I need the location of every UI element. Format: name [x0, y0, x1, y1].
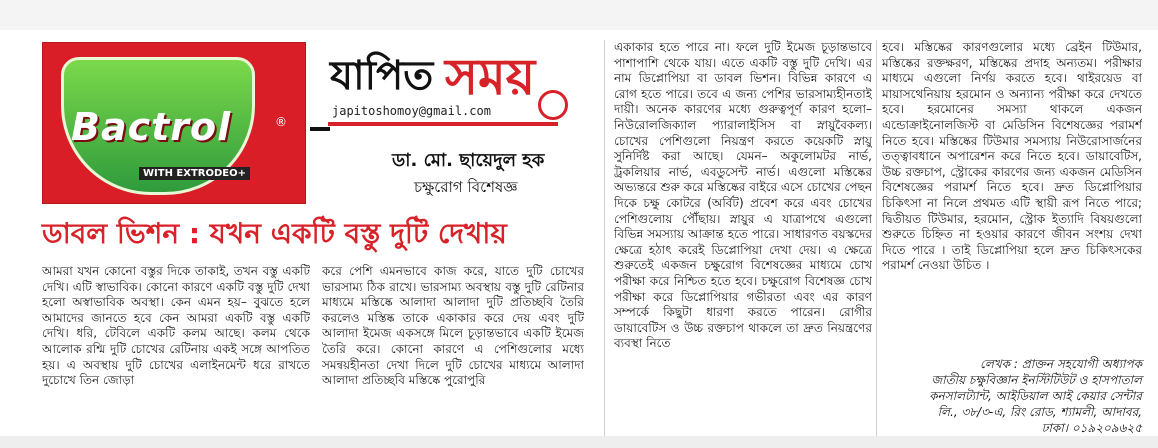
masthead-rule: [328, 122, 558, 126]
author-role: চক্ষুরোগ বিশেষজ্ঞ: [414, 178, 518, 196]
article-column-3: একাকার হতে পারে না। ফলে দুটি ইমেজ চূড়ান্তভাবে পাশাপাশি থেকে যায়। এতে একটি বস্তু দুটি দেখি। এর নাম ডিপ্লোপিয়া বা ডাবল ভিশন। বিভিন্ন কারণে এ রোগ হতে পারে। তবে এ জন্য পেশির ভারসাম্যহীনতাই দায়ী। অনেক কারণের মধ্যে গুরুত্বপূর্ণ কারণ হলো– নিউরোলজিক্যাল প্যারালাইসিস বা স্নায়ুবৈকল্য। চোখের পেশিগুলো নিয়ন্ত্রণ করতে কয়েকটি স্নায়ু সুনির্দিষ্ট করা আছে। যেমন– অকুলোমটর নার্ভ, ট্রকলিয়ার নার্ভ, এবডুসেন্ট নার্ভ। এগুলো মস্তিষ্কের অভ্যন্তরে শুরু করে মস্তিষ্কের বাইরে এসে চোখের পেছন দিকে চক্ষু কোটরে (অর্বিট) প্রবেশ করে এবং চোখের পেশিগুলোয় পৌঁছায়। স্নায়ুর এ যাত্রাপথে এগুলো বিভিন্ন সমস্যায় আক্রান্ত হতে পারে। সাধারণত বয়স্কদের ক্ষেত্রে হঠাৎ করেই ডিপ্লোপিয়া দেখা দেয়। এ ক্ষেত্রে শুরুতেই একজন চক্ষুরোগ বিশেষজ্ঞের মাধ্যমে চোখ পরীক্ষা করে নিশ্চিত হতে হবে। চক্ষুরোগ বিশেষজ্ঞ চোখ পরীক্ষা করে ডিপ্লোপিয়ার গভীরতা এবং এর কারণ সম্পর্কে কিছুটা ধারণা করতে পারেন। রোগীর ডায়াবেটিস ও উচ্চ রক্তচাপ থাকলে তা দ্রুত নিয়ন্ত্রণের ব্যবস্থা নিতে: [614, 40, 872, 351]
masthead-rule-accent: [310, 127, 330, 131]
top-margin: [0, 0, 1158, 30]
author-name: ডা. মো. ছায়েদুল হক: [392, 150, 545, 171]
credit-line: লেখক : প্রাক্তন সহযোগী অধ্যাপক: [979, 357, 1142, 371]
ad-subbrand: WITH EXTRODEO+: [139, 167, 250, 180]
article-column-2: করে পেশি এমনভাবে কাজ করে, যাতে দুটি চোখের ভারসাম্য ঠিক রাখে। ভারসাম্য অবস্থায় বস্তু দুটি রেটিনার মাধ্যমে মস্তিষ্কে আলাদা আলাদা দুটি প্রতিচ্ছবি তৈরি করলেও মস্তিষ্ক তাকে একাকার করে দেয় এবং দুটি আলাদা ইমেজ একসঙ্গে মিলে চূড়ান্তভাবে একটি ইমেজ তৈরি করে। কোনো কারণে এ পেশিগুলোর মধ্যে সমন্বয়হীনতা দেখা দিলে দুটি চোখের মাধ্যমে আলাদা আলাদা প্রতিচ্ছবি মস্তিষ্কে পুরোপুরি: [322, 264, 584, 388]
column-divider: [604, 40, 605, 436]
credit-line: জাতীয় চক্ষুবিজ্ঞান ইনস্টিটিউট ও হাসপাতাল: [931, 373, 1142, 387]
masthead: [310, 42, 578, 202]
bactrol-advertisement: [42, 42, 306, 204]
section-title-black: যাপিত: [330, 53, 434, 99]
column-divider: [876, 40, 877, 436]
author-credit: [890, 356, 1142, 436]
credit-line: লি., ৩৮/৩-এ, রিং রোড, শ্যামলী, আদাবর,: [937, 405, 1142, 419]
credit-line: কনসালট্যান্ট, আইডিয়াল আই কেয়ার সেন্টার: [929, 389, 1142, 403]
section-title-red: সময়: [445, 48, 536, 106]
article-column-4: হবে। মস্তিষ্কের কারণগুলোর মধ্যে ব্রেইন টিউমার, মস্তিষ্কের রক্তক্ষরণ, মস্তিষ্কের প্রদাহ অন্যতম। পরীক্ষার মাধ্যমে এগুলো নির্ণয় করতে হবে। থাইরয়েড বা মায়াসথেনিয়ায় হরমোন ও অন্যান্য পরীক্ষা করে দেখতে হবে। হরমোনের সমস্যা থাকলে একজন এন্ডোক্রাইনোলজিস্ট বা মেডিসিন বিশেষজ্ঞের পরামর্শ নিতে হবে। মস্তিষ্কের টিউমার সমস্যায় নিউরোসার্জনের তত্ত্বাবধানে অপারেশন করে নিতে হবে। ডায়াবেটিস, উচ্চ রক্তচাপ, স্ট্রোকের কারণের জন্য একজন মেডিসিন বিশেষজ্ঞের পরামর্শ নিতে হবে। দ্রুত ডিপ্লোপিয়ার চিকিৎসা না নিলে প্রথমত এটি স্থায়ী রূপ নিতে পারে; দ্বিতীয়ত টিউমার, হরমোন, স্ট্রোক ইত্যাদি বিষয়গুলো শুরুতে চিহ্নিত না হওয়ার কারণে জীবন সংশয় দেখা দিতে পারে । তাই ডিপ্লোপিয়া হলে দ্রুত চিকিৎসকের পরামর্শ নেওয়া উচিত ।: [882, 40, 1142, 273]
headline-text: ডাবল ভিশন : যখন একটি বস্তু দুটি দেখায়: [42, 217, 507, 250]
ad-registered-mark: ®: [275, 115, 287, 129]
bottom-margin: [0, 436, 1158, 448]
contact-email: japitoshomoy@gmail.com: [332, 104, 491, 118]
ad-brand: Bactrol: [71, 105, 232, 149]
credit-line: ঢাকা। ০১৯২০৯৬২৫: [1041, 421, 1142, 435]
article-column-1: আমরা যখন কোনো বস্তুর দিকে তাকাই, তখন বস্তু একটি দেখি। এটি স্বাভাবিক। কোনো কারণে একটি বস্তু দুটি দেখা হলো অস্বাভাবিক অবস্থা। কেন এমন হয়– বুঝতে হলে আমাদের জানতে হবে কেন আমরা একটি বস্তু একটি দেখি। ধরি, টেবিলে একটি কলম আছে। কলম থেকে আলোক রশ্মি দুটি চোখের রেটিনায় একই সঙ্গে আপতিত হয়। এ অবস্থায় দুটি চোখের এলাইনমেন্ট ধরে রাখতে দুচোখে তিন জোড়া: [42, 264, 310, 388]
headline: [42, 212, 582, 254]
seal-icon: [538, 90, 568, 120]
